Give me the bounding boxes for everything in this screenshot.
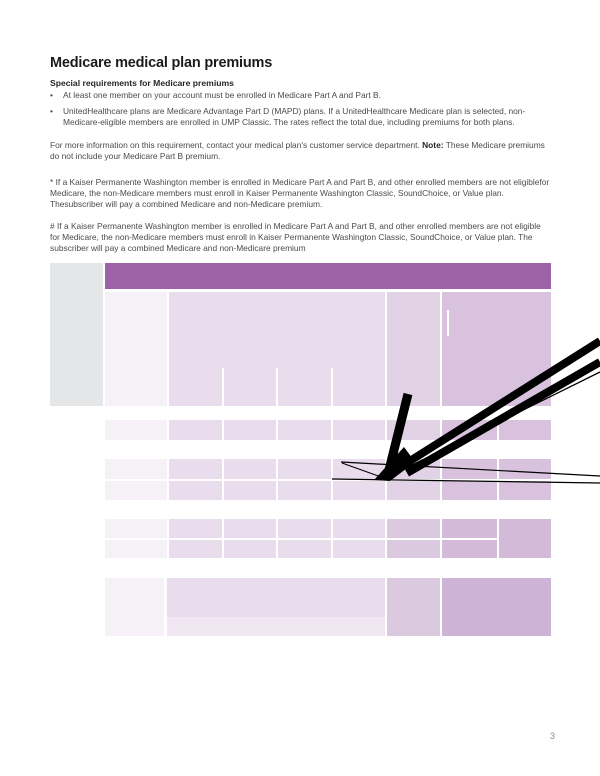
table-cell: [278, 459, 331, 479]
table-cell: [169, 481, 222, 500]
table-cell: [105, 519, 167, 538]
table-cell: [499, 459, 551, 479]
table-cell: [105, 481, 167, 500]
table-cell: [442, 292, 551, 406]
table-cell: [387, 578, 440, 636]
column-divider: [276, 368, 278, 406]
table-cell: [105, 420, 167, 440]
table-cell: [442, 578, 551, 636]
info-text-after: These Medicare premiums do not include your Medicare Part B premium.: [50, 140, 545, 162]
table-cell: [105, 459, 167, 479]
bullet-icon: •: [50, 90, 53, 100]
table-cell: [278, 519, 331, 538]
table-cell: [224, 519, 276, 538]
table-cell: [333, 540, 385, 558]
column-divider: [331, 368, 333, 406]
table-cell: [333, 519, 385, 538]
table-cell: [442, 481, 497, 500]
table-cell: [169, 459, 222, 479]
table-cell: [387, 481, 440, 500]
table-cell: [169, 519, 222, 538]
section-heading: Special requirements for Medicare premiums: [50, 78, 234, 88]
table-cell: [224, 420, 276, 440]
table-cell: [105, 292, 167, 406]
footnote-hash: # If a Kaiser Permanente Washington member is enrolled in Medicare Part A and Part B, and other enrolled members are not eligible for Medicare, the non-Medicare members must enroll in Kaiser Permanente Washington Classic, SoundChoice, or Value plan. The subscriber will pay a combined Medicare and non-Medicare premium: [50, 221, 541, 254]
table-cell: [387, 540, 440, 558]
table-cell: [278, 540, 331, 558]
table-corner-cell: [50, 263, 103, 406]
table-cell: [278, 481, 331, 500]
table-cell: [169, 420, 222, 440]
column-divider: [222, 368, 224, 406]
table-cell: [499, 519, 551, 558]
table-cell: [442, 519, 497, 538]
table-cell: [224, 540, 276, 558]
table-cell: [387, 420, 440, 440]
info-paragraph: [50, 140, 552, 162]
table-cell: [278, 420, 331, 440]
bullet-item: [50, 90, 552, 101]
table-cell: [387, 519, 440, 538]
table-cell: [167, 617, 385, 636]
table-cell: [224, 481, 276, 500]
table-cell: [442, 459, 497, 479]
table-cell: [333, 459, 385, 479]
table-cell: [169, 540, 222, 558]
note-label: Note:: [422, 140, 444, 150]
table-cell: [333, 481, 385, 500]
bullet-item: [50, 106, 552, 128]
table-cell: [224, 459, 276, 479]
table-cell: [499, 481, 551, 500]
column-divider: [447, 310, 449, 336]
table-cell: [105, 578, 164, 636]
table-cell: [442, 420, 497, 440]
table-cell: [499, 420, 551, 440]
info-text-before: For more information on this requirement, contact your medical plan's customer service department.: [50, 140, 420, 150]
page-number: 3: [549, 731, 555, 741]
table-cell: [333, 420, 385, 440]
bullet-text: UnitedHealthcare plans are Medicare Advantage Part D (MAPD) plans. If a UnitedHealthcare Medicare plan is selected, non-Medicare-eligible members are enrolled in UMP Classic. The rates reflect the total due, including premiums for both plans.: [63, 106, 526, 128]
table-cell: [442, 540, 497, 558]
table-cell: [167, 578, 385, 617]
table-header-bar: [105, 263, 551, 289]
table-cell: [105, 540, 167, 558]
bullet-icon: •: [50, 106, 53, 116]
page-title: Medicare medical plan premiums: [50, 55, 273, 71]
footnote-star: * If a Kaiser Permanente Washington member is enrolled in Medicare Part A and Part B, and other enrolled members are not eligiblefor Medicare, the non-Medicare members must enroll in Kaiser Permanente Washington Classic, SoundChoice, or Value plan. Thesubscriber will pay a combined Medicare and non-Medicare premium.: [50, 177, 550, 210]
bullet-text: At least one member on your account must be enrolled in Medicare Part A and Part B.: [63, 90, 381, 100]
table-cell: [387, 459, 440, 479]
table-cell: [387, 292, 440, 406]
